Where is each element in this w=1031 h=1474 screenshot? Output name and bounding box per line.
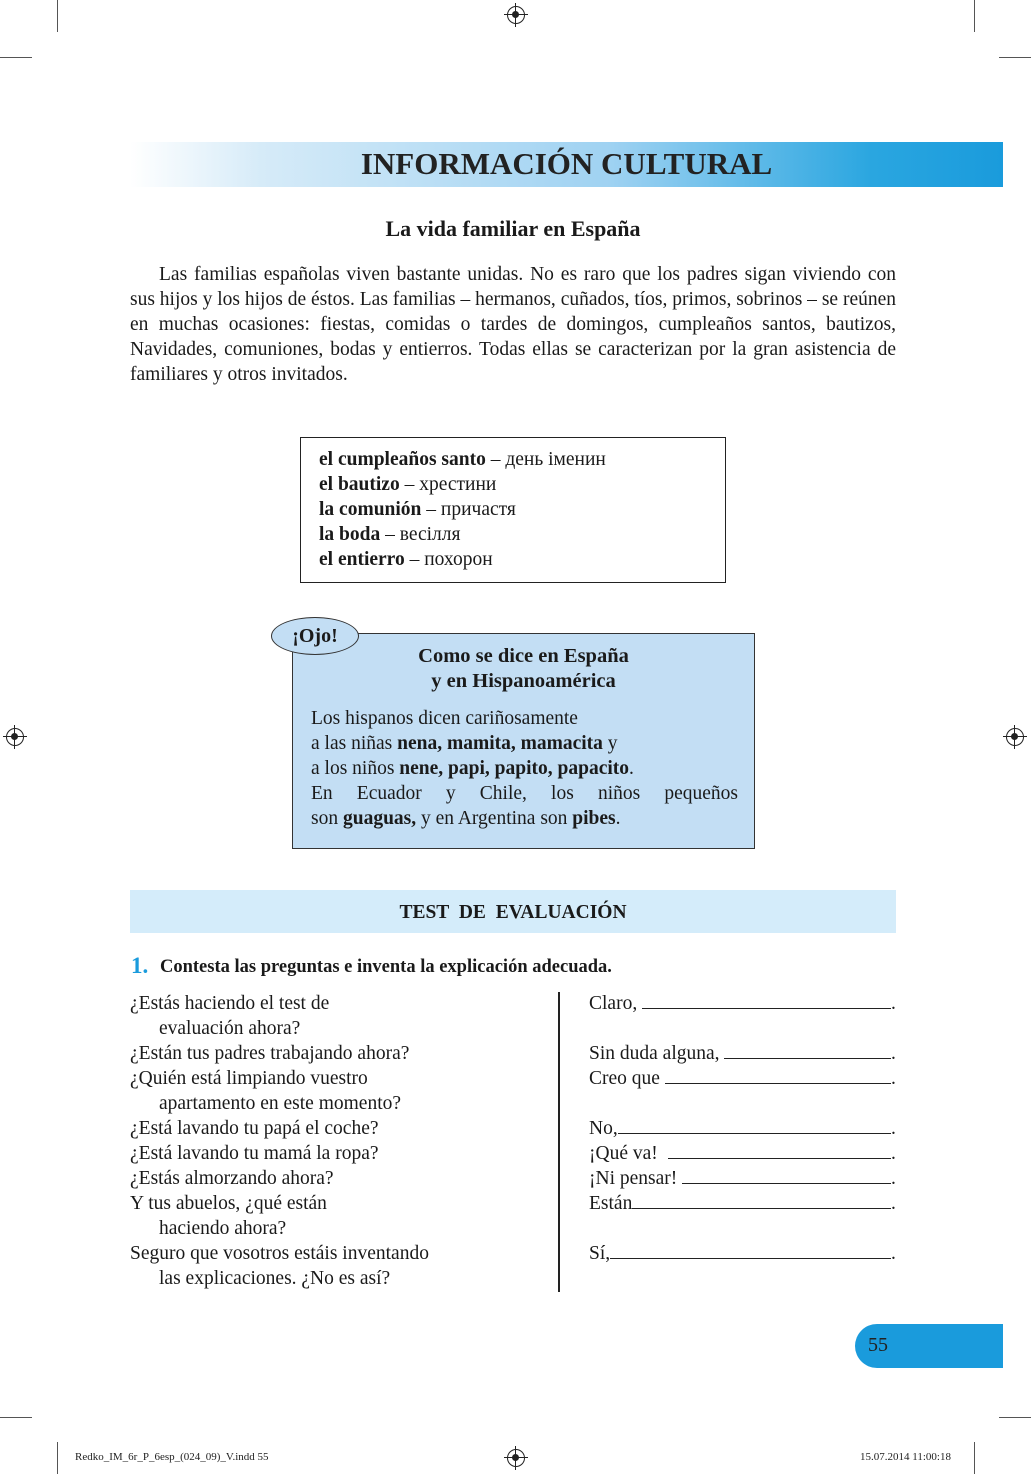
crop-mark — [999, 57, 1031, 58]
answer-row — [589, 1141, 897, 1166]
ojo-bold-term: nena, mamita, mamacita — [397, 733, 603, 754]
crop-mark — [974, 0, 975, 32]
question-text: apartamento en este momento? — [159, 1093, 402, 1114]
question-text: haciendo ahora? — [159, 1218, 287, 1239]
answer-blank[interactable] — [682, 1182, 891, 1184]
answer-prompt: Claro, — [589, 993, 643, 1014]
question — [130, 1191, 550, 1241]
ojo-title-line: y en Hispanoamérica — [431, 670, 616, 692]
question-text: ¿Estás haciendo el test de — [130, 993, 330, 1014]
vocabulary-translation: – похорон — [404, 549, 493, 570]
answer-prompt: Sin duda alguna, — [589, 1043, 725, 1064]
answer-period: . — [891, 1068, 896, 1089]
ojo-text-run: son — [311, 808, 343, 829]
vocabulary-translation: – весілля — [380, 524, 461, 545]
exercise-number: 1. — [131, 953, 149, 978]
question — [130, 1066, 550, 1116]
answer-prompt: ¡Ni pensar! — [589, 1168, 683, 1189]
answer-blank[interactable] — [668, 1157, 891, 1159]
question — [130, 1116, 550, 1141]
test-title: TEST DE EVALUACIÓN — [399, 902, 627, 923]
crop-mark — [0, 1417, 32, 1418]
test-header — [130, 890, 896, 933]
ojo-text — [311, 706, 738, 831]
ojo-bold-term: guaguas, — [342, 808, 417, 829]
vocabulary-term: el cumpleaños santo — [319, 449, 486, 470]
answer-blank[interactable] — [610, 1257, 891, 1259]
ojo-text-run: a las niñas — [311, 733, 398, 754]
answer-period: . — [891, 1193, 896, 1214]
answer-period: . — [891, 1168, 896, 1189]
answer-prompt: Sí, — [589, 1243, 611, 1264]
registration-mark-icon — [507, 1449, 525, 1467]
section-title: INFORMACIÓN CULTURAL — [360, 146, 773, 181]
question-text: ¿Quién está limpiando vuestro — [130, 1068, 368, 1089]
section-banner — [130, 142, 1003, 187]
ojo-title-line: Como se dice en España — [418, 645, 629, 667]
registration-mark-icon — [507, 6, 525, 24]
crop-mark — [57, 1442, 58, 1474]
ojo-text-run: y en Argentina son — [416, 808, 573, 829]
vocabulary-box — [300, 437, 726, 583]
question-text: evaluación ahora? — [159, 1018, 301, 1039]
answer-period: . — [891, 993, 896, 1014]
vocabulary-translation: – причастя — [421, 499, 516, 520]
answer-row — [589, 1191, 897, 1216]
ojo-line: En Ecuador y Chile, los niños pequeños — [311, 783, 738, 804]
question — [130, 991, 550, 1041]
question-text: ¿Estás almorzando ahora? — [130, 1168, 334, 1189]
vocabulary-translation: – день іменин — [485, 449, 606, 470]
ojo-info-box — [292, 633, 755, 849]
answer-row — [589, 1166, 897, 1191]
exercise-instruction: Contesta las preguntas e inventa la explicación adecuada. — [160, 957, 612, 977]
footer-timestamp: 15.07.2014 11:00:18 — [860, 1451, 951, 1463]
answer-period: . — [891, 1043, 896, 1064]
crop-mark — [0, 57, 32, 58]
ojo-badge: ¡Ojo! — [271, 617, 359, 655]
question-text: ¿Está lavando tu mamá la ropa? — [130, 1143, 379, 1164]
crop-mark — [999, 1417, 1031, 1418]
article-paragraph: Las familias españolas viven bastante unidas. No es raro que los padres sigan viviendo con sus hijos y los hijos de éstos. Las familias – hermanos, cuñados, tíos, primos, sobrinos – se reúnen en muchas ocasiones: fiestas, comidas o tardes de domingos, cumpleaños santos, bautizos, Navidades, comuniones, bodas y entierros. Todas ellas se caracterizan por la gran asistencia de familiares y otros invitados. — [130, 264, 896, 385]
ojo-title — [293, 644, 754, 694]
ojo-line: Los hispanos dicen cariñosamente — [311, 708, 578, 729]
question-text: las explicaciones. ¿No es así? — [159, 1268, 391, 1289]
vocabulary-item — [319, 472, 725, 497]
answer-row — [589, 1241, 897, 1266]
registration-mark-icon — [6, 728, 24, 746]
question — [130, 1041, 550, 1066]
answer-prompt: Creo que — [589, 1068, 665, 1089]
vocabulary-term: el bautizo — [319, 474, 400, 495]
answer-blank[interactable] — [618, 1132, 891, 1134]
answer-row — [589, 1066, 897, 1091]
answer-period: . — [891, 1118, 896, 1139]
ojo-bold-term: nene, papi, papito, papacito — [399, 758, 630, 779]
crop-mark — [974, 1442, 975, 1474]
page-number-badge — [855, 1324, 1003, 1368]
vocabulary-item — [319, 497, 725, 522]
article-title: La vida familiar en España — [385, 216, 641, 241]
vocabulary-term: la boda — [319, 524, 381, 545]
vocabulary-term: la comunión — [319, 499, 422, 520]
answer-prompt: Están — [589, 1193, 633, 1214]
question-text: ¿Está lavando tu papá el coche? — [130, 1118, 379, 1139]
answer-prompt: No, — [589, 1118, 618, 1139]
question — [130, 1141, 550, 1166]
question — [130, 1166, 550, 1191]
answer-prompt: ¡Qué va! — [589, 1143, 668, 1164]
crop-mark — [57, 0, 58, 32]
question-text: ¿Están tus padres trabajando ahora? — [130, 1043, 410, 1064]
ojo-text-run: y — [602, 733, 618, 754]
answer-period: . — [891, 1243, 896, 1264]
ojo-line — [311, 756, 738, 781]
answer-row — [589, 1041, 897, 1066]
answer-blank[interactable] — [632, 1207, 891, 1209]
column-divider — [558, 992, 560, 1292]
ojo-bold-term: pibes — [572, 808, 616, 829]
answer-blank[interactable] — [724, 1057, 891, 1059]
question — [130, 1241, 550, 1291]
vocabulary-term: el entierro — [319, 549, 405, 570]
ojo-text-run: . — [629, 758, 634, 779]
question-text: Seguro que vosotros estáis inventando — [130, 1243, 429, 1264]
answer-blank[interactable] — [665, 1082, 891, 1084]
vocabulary-translation: – хрестини — [399, 474, 497, 495]
ojo-text-run: a los niños — [311, 758, 400, 779]
answer-period: . — [891, 1143, 896, 1164]
ojo-line — [311, 806, 738, 831]
answer-row — [589, 991, 897, 1016]
answer-row — [589, 1116, 897, 1141]
vocabulary-item — [319, 522, 725, 547]
vocabulary-item — [319, 447, 725, 472]
vocabulary-item — [319, 547, 725, 572]
ojo-line — [311, 731, 738, 756]
question-text: Y tus abuelos, ¿qué están — [130, 1193, 327, 1214]
ojo-text-run: . — [615, 808, 621, 829]
footer-filename: Redko_IM_6r_P_6esp_(024_09)_V.indd 55 — [75, 1451, 269, 1463]
answer-blank[interactable] — [642, 1007, 891, 1009]
page-number: 55 — [868, 1334, 888, 1356]
registration-mark-icon — [1006, 728, 1024, 746]
